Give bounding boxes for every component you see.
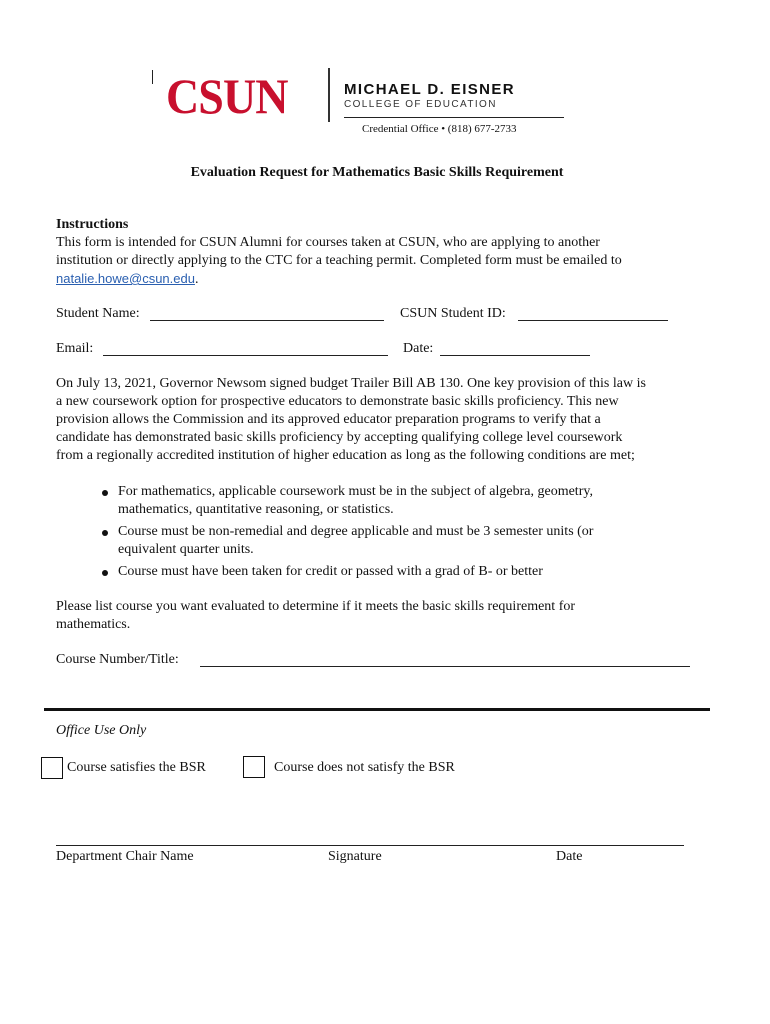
list-item-text: equivalent quarter units. [118,542,254,557]
student-id-label: CSUN Student ID: [400,306,506,321]
signature-line[interactable] [56,845,684,846]
conditions-list [100,483,660,585]
office-date-label: Date [556,849,583,864]
paragraph-line: candidate has demonstrated basic skills proficiency by accepting qualifying college level coursework [56,430,623,445]
not-satisfies-checkbox[interactable] [243,756,265,778]
satisfies-checkbox[interactable] [41,757,63,779]
email-label: Email: [56,341,94,356]
paragraph-line: from a regionally accredited institution of higher education as long as the following conditions are met; [56,448,635,463]
course-number-field[interactable] [200,666,690,667]
ab130-paragraph [56,375,716,465]
email-field[interactable] [103,355,388,356]
signature-label: Signature [328,849,382,864]
office-use-heading: Office Use Only [56,723,147,738]
student-name-field[interactable] [150,320,384,321]
logo-divider [328,68,330,122]
credential-office: Credential Office • (818) 677-2733 [362,123,517,135]
instructions-line-3 [56,270,716,289]
bullet-icon [102,530,108,536]
form-title: Evaluation Request for Mathematics Basic Skills Requirement [190,165,564,180]
bullet-icon [102,570,108,576]
list-item-text: For mathematics, applicable coursework must be in the subject of algebra, geometry, [118,484,593,499]
college-name: MICHAEL D. EISNER [344,81,516,98]
student-name-label: Student Name: [56,306,140,321]
list-item-text: mathematics, quantitative reasoning, or statistics. [118,502,394,517]
header-tick-mark [152,70,153,84]
list-item [100,523,660,559]
csun-logo: CSUN [166,68,288,124]
paragraph-line: On July 13, 2021, Governor Newsom signed budget Trailer Bill AB 130. One key provision of this law is [56,376,646,391]
list-item [100,483,660,519]
satisfies-label: Course satisfies the BSR [67,760,206,775]
bullet-icon [102,490,108,496]
paragraph-line: a new coursework option for prospective educators to demonstrate basic skills proficiency. This new [56,394,619,409]
department-chair-label: Department Chair Name [56,849,194,864]
instructions-period: . [194,272,199,287]
paragraph-line: provision allows the Commission and its approved educator preparation programs to verify that a [56,412,601,427]
instructions-line-2: institution or directly applying to the CTC for a teaching permit. Completed form must be emailed to [56,253,622,268]
email-link[interactable]: natalie.howe@csun.edu [56,271,195,286]
header-rule [344,117,564,118]
date-field[interactable] [440,355,590,356]
not-satisfies-label: Course does not satisfy the BSR [274,760,455,775]
instructions-heading: Instructions [56,217,129,232]
student-id-field[interactable] [518,320,668,321]
list-item-text: Course must have been taken for credit or passed with a grad of B- or better [118,564,543,579]
course-list-line-1: Please list course you want evaluated to determine if it meets the basic skills requirement for [56,599,576,614]
course-list-instructions [56,598,716,634]
date-label: Date: [403,341,434,356]
instructions-text [56,234,716,289]
instructions-line-1: This form is intended for CSUN Alumni for courses taken at CSUN, who are applying to another [56,235,600,250]
college-subtitle: COLLEGE OF EDUCATION [344,99,497,110]
course-number-label: Course Number/Title: [56,652,179,667]
course-list-line-2: mathematics. [56,617,131,632]
section-divider [44,708,710,711]
list-item [100,563,660,581]
list-item-text: Course must be non-remedial and degree applicable and must be 3 semester units (or [118,524,594,539]
